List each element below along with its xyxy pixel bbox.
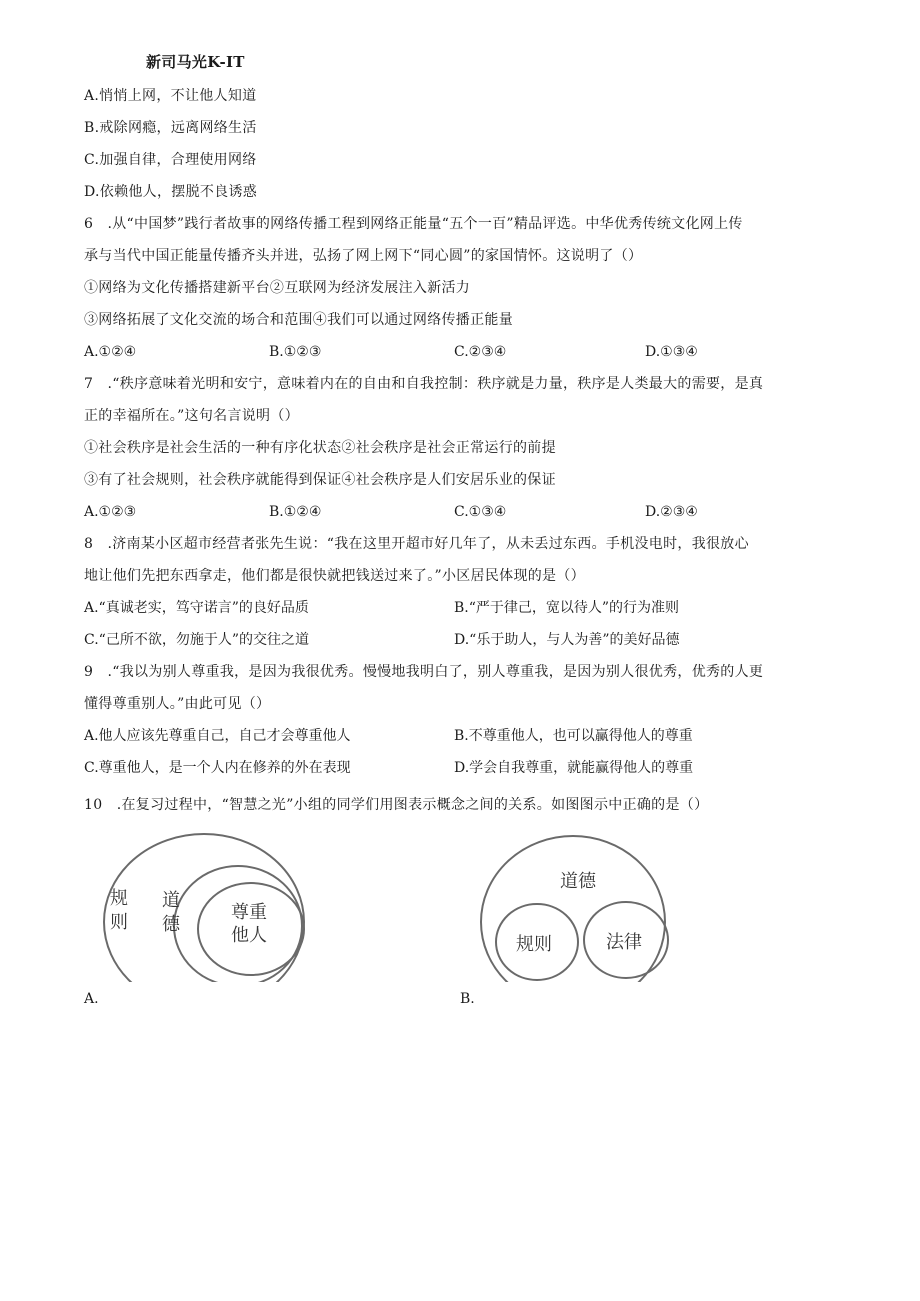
q9-stem-line1: 9 .“我以为别人尊重我，是因为我很优秀。慢慢地我明白了，别人尊重我，是因为别人很优秀，优秀的人更	[84, 664, 764, 680]
q8-stem-line2: 地让他们先把东西拿走，他们都是很快就把钱送过来了。”小区居民体现的是（）	[84, 568, 585, 584]
diagram-a-middle-char1: 道	[162, 890, 180, 911]
diagram-b-right-text: 法律	[606, 932, 642, 953]
diagram-a-outer-circle	[104, 834, 304, 985]
q9-option-d: D.学会自我尊重，就能赢得他人的尊重	[454, 760, 694, 776]
q7-option-c: C.①③④	[454, 504, 507, 520]
q7-statement-1: ①社会秩序是社会生活的一种有序化状态②社会秩序是社会正常运行的前提	[84, 440, 556, 456]
q6-stem-line2: 承与当代中国正能量传播齐头并进，弘扬了网上网下“同心圆”的家国情怀。这说明了（）	[84, 248, 643, 264]
q7-option-a: A.①②③	[84, 504, 137, 520]
q9-option-b: B.不尊重他人，也可以赢得他人的尊重	[454, 728, 693, 744]
diagram-a-outer-char1: 规	[110, 888, 128, 909]
q8-option-d: D.“乐于助人，与人为善”的美好品德	[454, 632, 680, 648]
q6-option-b: B.①②③	[269, 344, 322, 360]
q6-option-c: C.②③④	[454, 344, 507, 360]
diagram-b-outer-text: 道德	[560, 871, 596, 892]
q8-stem-line1: 8 .济南某小区超市经营者张先生说：“我在这里开超市好几年了，从未丢过东西。手机没电时，我很放心	[84, 536, 749, 552]
diagram-a-middle-char2: 德	[162, 914, 180, 935]
diagram-a	[100, 830, 315, 985]
diagram-a-label: A.	[84, 991, 99, 1007]
q8-option-b: B.“严于律己，宽以待人”的行为准则	[454, 600, 680, 616]
diagram-a-inner-line1: 尊重	[231, 902, 267, 923]
q9-option-a: A.他人应该先尊重自己，自己才会尊重他人	[84, 728, 351, 744]
diagram-b-label: B.	[460, 991, 475, 1007]
diagram-b-svg	[470, 830, 675, 985]
page-title: 新司马光K-IT	[146, 53, 245, 71]
diagram-a-outer-char2: 则	[110, 912, 128, 933]
q7-statement-2: ③有了社会规则，社会秩序就能得到保证④社会秩序是人们安居乐业的保证	[84, 472, 556, 488]
q7-stem-line2: 正的幸福所在。”这句名言说明（）	[84, 408, 299, 424]
q5-option-d: D.依赖他人，摆脱不良诱惑	[84, 184, 258, 200]
q6-option-a: A.①②④	[84, 344, 137, 360]
q7-stem-line1: 7 .“秩序意味着光明和安宁，意味着内在的自由和自我控制：秩序就是力量，秩序是人类最大的需要，是真	[84, 376, 764, 392]
q6-option-d: D.①③④	[645, 344, 698, 360]
q5-option-c: C.加强自律，合理使用网络	[84, 152, 257, 168]
q6-statement-2: ③网络拓展了文化交流的场合和范围④我们可以通过网络传播正能量	[84, 312, 513, 328]
diagram-b-outer-circle	[481, 836, 665, 985]
q8-option-c: C.“己所不欲，勿施于人”的交往之道	[84, 632, 309, 648]
diagram-a-inner-line2: 他人	[231, 925, 267, 946]
diagram-b	[470, 830, 675, 985]
q6-statement-1: ①网络为文化传播搭建新平台②互联网为经济发展注入新活力	[84, 280, 471, 296]
q9-option-c: C.尊重他人，是一个人内在修养的外在表现	[84, 760, 351, 776]
q8-option-a: A.“真诚老实，笃守诺言”的良好品质	[84, 600, 309, 616]
q7-option-b: B.①②④	[269, 504, 322, 520]
q10-stem-line1: 10 .在复习过程中，“智慧之光”小组的同学们用图表示概念之间的关系。如图图示中正确的是（）	[84, 797, 709, 813]
q7-option-d: D.②③④	[645, 504, 698, 520]
q9-stem-line2: 懂得尊重别人。”由此可见（）	[84, 696, 271, 712]
diagram-a-svg	[100, 830, 315, 985]
diagram-b-left-text: 规则	[516, 934, 552, 955]
q5-option-b: B.戒除网瘾，远离网络生活	[84, 120, 257, 136]
q6-stem-line1: 6 .从“中国梦”践行者故事的网络传播工程到网络正能量“五个一百”精品评选。中华优秀传统文化网上传	[84, 216, 743, 232]
q5-option-a: A.悄悄上网，不让他人知道	[84, 88, 257, 104]
